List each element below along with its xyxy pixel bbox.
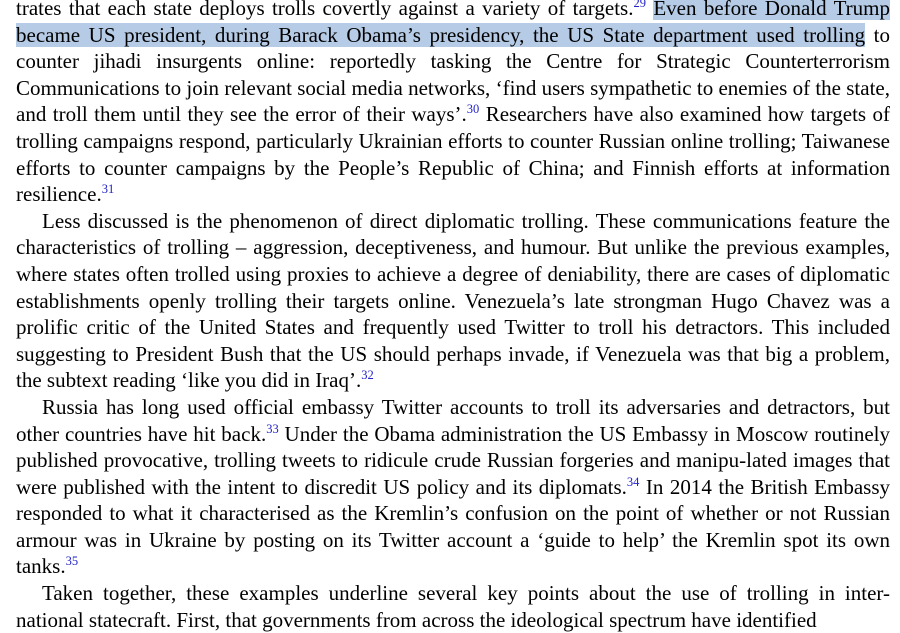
footnote-ref-34[interactable]: 34 [626, 474, 640, 489]
text-run: Under the Obama administration the US Embassy in Moscow routinely published provocative, trolling tweets to ridicule crude Russian forgeries and manipu-lated images that were published with the intent to discredit US policy and its diplomats. [16, 421, 891, 499]
footnote-ref-35[interactable]: 35 [65, 554, 79, 569]
text-run: In 2014 the British Embassy responded to what it characterised as the Kremlin’s confusion on the point of whether or not Russian armour was in Ukraine by posting on its Twitter account a ‘guide to help’ the Kremlin spot its own tanks. [16, 474, 891, 579]
paragraph-4 [16, 580, 890, 633]
paragraph-2 [16, 208, 890, 394]
paragraph-3 [16, 394, 890, 580]
highlighted-selection[interactable]: Even before Donald Trump became US president, during Barack Obama’s presidency, the US State department used trolling [16, 0, 890, 47]
footnote-ref-31[interactable]: 31 [101, 182, 115, 197]
text-run: Less discussed is the phenomenon of direct diplomatic trolling. These communications feature the characteristics of trolling – aggression, deceptiveness, and humour. But unlike the previous examples, where states often trolled using proxies to achieve a degree of deniability, there are cases of diplomatic establishments openly trolling their targets online. Venezuela’s late strongman Hugo Chavez was a prolific critic of the United States and frequently used Twitter to troll his detractors. This included suggesting to President Bush that the US should perhaps invade, if Venezuela was that big a problem, the subtext reading ‘like you did in Iraq’. [16, 208, 890, 393]
footnote-ref-32[interactable]: 32 [361, 368, 374, 383]
paragraph-1 [16, 0, 890, 208]
text-run: Researchers have also examined how targets of trolling campaigns respond, particularly Ukrainian efforts to counter Russian online trolling; Taiwanese efforts to counter campaigns by the People’s Republic of China; and Finnish efforts at information resilience. [16, 102, 890, 207]
footnote-ref-33[interactable]: 33 [266, 421, 279, 436]
text-run: trates that each state deploys trolls covertly against a variety of targets. [16, 0, 634, 20]
text-run: Taken together, these examples underline several key points about the use of trolling in inter-national statecraft. First, that governments from across the ideological spectrum have identified [16, 581, 890, 632]
footnote-ref-29[interactable]: 29 [633, 0, 646, 10]
document-page [16, 0, 890, 633]
text-run: to counter jihadi insurgents online: reportedly tasking the Centre for Strategic Counterterrorism Communications to join relevant social media networks, ‘find users sympathetic to enemies of the state, and troll them until they see the error of their ways’. [16, 22, 890, 127]
text-run: Russia has long used official embassy Twitter accounts to troll its adversaries and detractors, but other countries have hit back. [16, 394, 890, 446]
footnote-ref-30[interactable]: 30 [466, 102, 480, 117]
